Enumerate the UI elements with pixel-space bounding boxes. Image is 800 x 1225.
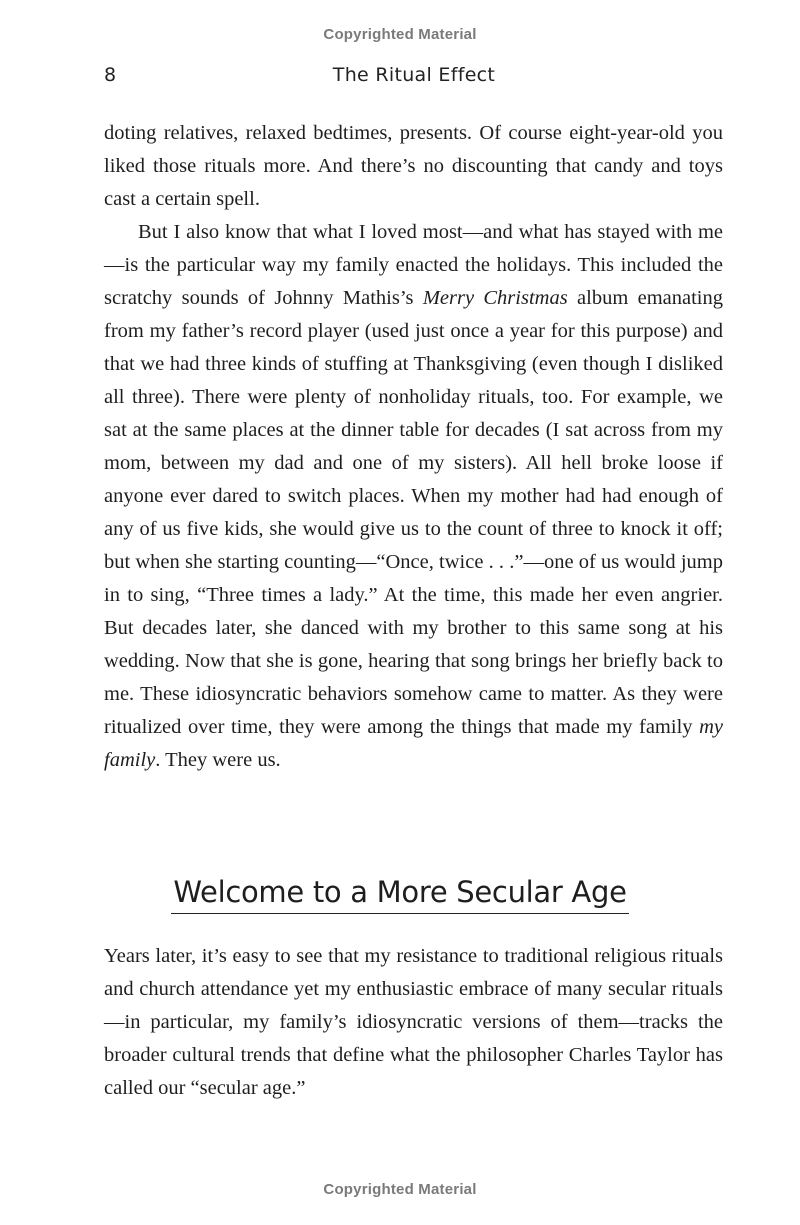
watermark-top: Copyrighted Material: [323, 26, 477, 43]
paragraph-2: [104, 216, 723, 777]
body-text-block-two: [104, 940, 723, 1105]
section-heading-text: Welcome to a More Secular Age: [171, 875, 628, 914]
watermark-bottom: Copyrighted Material: [323, 1181, 477, 1198]
paragraph-2-text-b: album emanating from my father’s record player (used just once a year for this purpose) and that we had three kinds of stuffing at Thanksgiving (even though I disliked all three). There were plenty of nonholiday rituals, too. For example, we sat at the same places at the dinner table for decades (I sat across from my mom, between my dad and one of my sisters). All hell broke loose if anyone ever dared to switch places. When my mother had had enough of any of us five kids, she would give us to the count of three to knock it off; but when she starting counting—“Once, twice . . .”—one of us would jump in to sing, “Three times a lady.” At the time, this made her even angrier. But decades later, she danced with my brother to this same song at his wedding. Now that she is gone, hearing that song brings her briefly back to me. These idiosyncratic behaviors somehow came to matter. As they were ritualized over time, they were among the things that made my family: [104, 287, 723, 738]
section-heading: [0, 875, 800, 914]
paragraph-2-text-c: . They were us.: [155, 749, 281, 771]
body-text-block-one: [104, 117, 723, 777]
album-title-italic: Merry Christmas: [422, 287, 568, 309]
paragraph-2-text-a: But I also know that what I loved most—and what has stayed with me—is the particular way my family enacted the holidays. This included the scratchy sounds of Johnny Mathis’s: [104, 221, 723, 309]
my-family-italic: my family: [104, 716, 723, 771]
page-number: 8: [104, 64, 117, 86]
paragraph-3: Years later, it’s easy to see that my resistance to traditional religious rituals and church attendance yet my enthusiastic embrace of many secular rituals—in particular, my family’s idiosyncratic versions of them—tracks the broader cultural trends that define what the philosopher Charles Taylor has called our “secular age.”: [104, 945, 723, 1099]
paragraph-1: doting relatives, relaxed bedtimes, presents. Of course eight-year-old you liked those rituals more. And there’s no discounting that candy and toys cast a certain spell.: [104, 122, 723, 210]
running-head: [104, 64, 724, 90]
book-title: The Ritual Effect: [332, 64, 496, 86]
